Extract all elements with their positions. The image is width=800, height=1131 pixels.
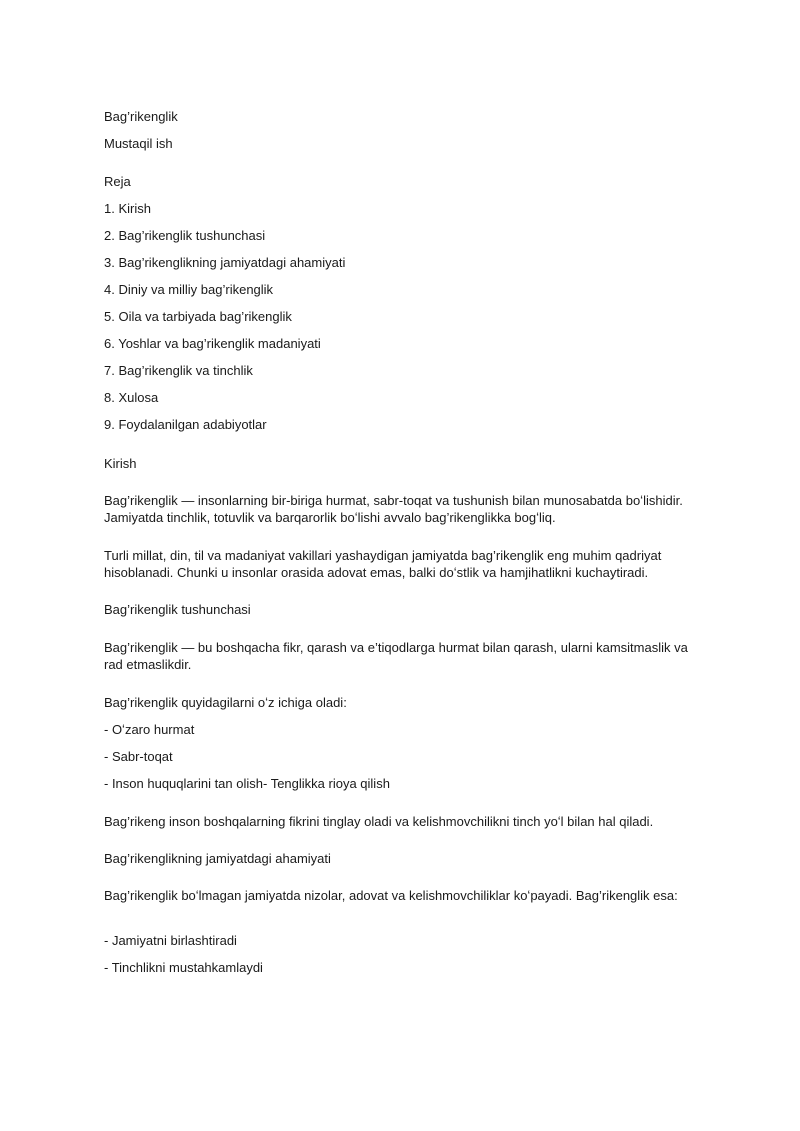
importance-list-item: - Jamiyatni birlashtiradi (104, 933, 237, 948)
plan-item: 2. Bag’rikenglik tushunchasi (104, 228, 266, 243)
plan-heading: Reja (104, 174, 131, 189)
concept-paragraph-3: Bag’rikeng inson boshqalarning fikrini tinglay oladi va kelishmovchilikni tinch yoʻl bilan hal qiladi. (104, 814, 654, 829)
intro-paragraph-1: Bag’rikenglik — insonlarning bir-biriga hurmat, sabr-toqat va tushunish bilan munosabatda boʻlishidir. Jamiyatda tinchlik, totuvlik va barqarorlik boʻlishi avvalo bag’rikenglikka bogʻliq. (104, 493, 683, 525)
plan-item: 8. Xulosa (104, 390, 159, 405)
concept-list-item: - Inson huquqlarini tan olish- Tenglikka rioya qilish (104, 776, 390, 791)
document-subtitle: Mustaqil ish (104, 136, 173, 151)
concept-list-item: - Sabr-toqat (104, 749, 173, 764)
section-heading-concept: Bag’rikenglik tushunchasi (104, 602, 251, 617)
plan-item: 9. Foydalanilgan adabiyotlar (104, 417, 267, 432)
intro-paragraph-2: Turli millat, din, til va madaniyat vakillari yashaydigan jamiyatda bag’rikenglik eng muhim qadriyat hisoblanadi. Chunki u insonlar orasida adovat emas, balki doʻstlik va hamjihatlikni kuchaytiradi. (104, 548, 662, 580)
plan-item: 6. Yoshlar va bag’rikenglik madaniyati (104, 336, 321, 351)
plan-item: 4. Diniy va milliy bag’rikenglik (104, 282, 274, 297)
concept-list-item: - Oʻzaro hurmat (104, 722, 195, 737)
plan-item: 5. Oila va tarbiyada bag’rikenglik (104, 309, 292, 324)
plan-item: 7. Bag’rikenglik va tinchlik (104, 363, 253, 378)
importance-list-item: - Tinchlikni mustahkamlaydi (104, 960, 263, 975)
section-heading-intro: Kirish (104, 456, 137, 471)
plan-item: 3. Bag’rikenglikning jamiyatdagi ahamiyati (104, 255, 346, 270)
concept-paragraph-1: Bag’rikenglik — bu boshqacha fikr, qarash va e’tiqodlarga hurmat bilan qarash, ularni kamsitmaslik va rad etmaslikdir. (104, 640, 688, 672)
document-title: Bag’rikenglik (104, 109, 178, 124)
concept-paragraph-2: Bag’rikenglik quyidagilarni oʻz ichiga oladi: (104, 695, 347, 710)
plan-item: 1. Kirish (104, 201, 151, 216)
importance-paragraph-1: Bag’rikenglik boʻlmagan jamiyatda nizolar, adovat va kelishmovchiliklar koʻpayadi. Bag’rikenglik esa: (104, 888, 678, 903)
section-heading-importance: Bag’rikenglikning jamiyatdagi ahamiyati (104, 851, 331, 866)
